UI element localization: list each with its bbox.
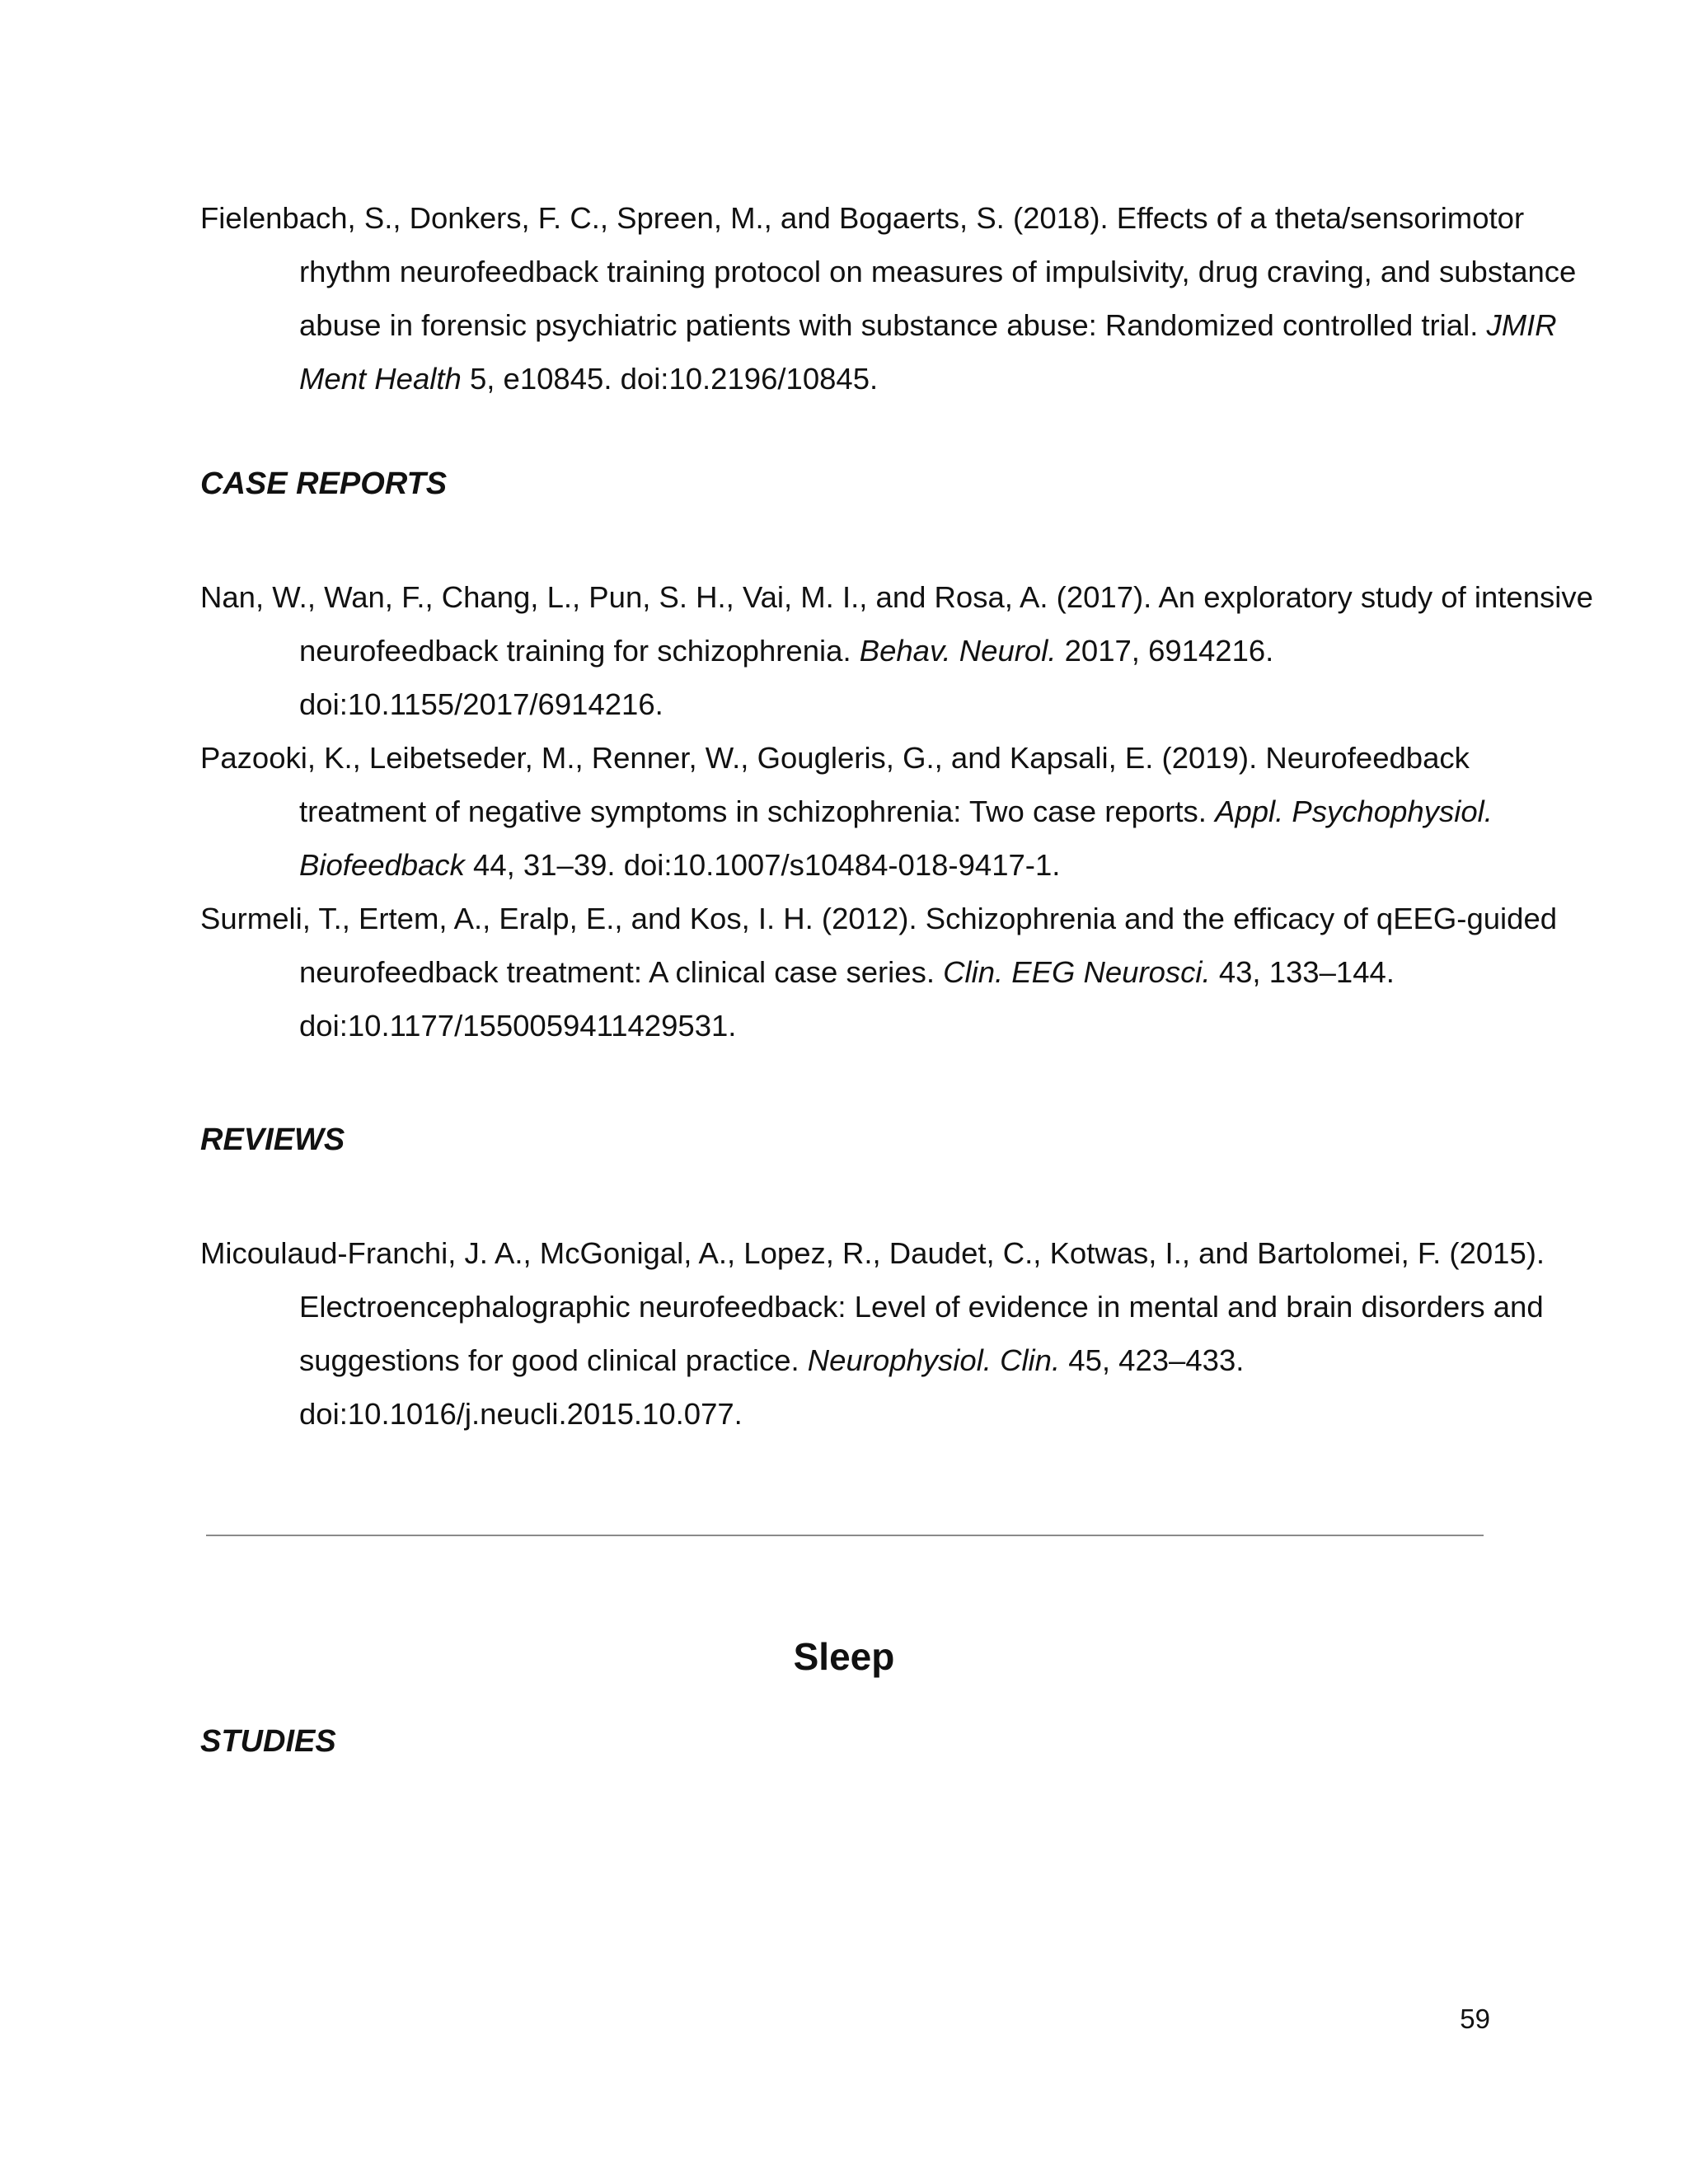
reference-text: Surmeli, T., Ertem, A., Eralp, E., and Kos, I. H. (2012). Schizophrenia and the efficacy of qEEG-guided neurofeedback treatment: A clinical case series. [200, 902, 1558, 989]
reference-details: 45, 423–433. doi:10.1016/j.neucli.2015.10.077. [299, 1343, 1245, 1431]
reference-surmeli [200, 892, 1601, 1052]
section-heading-studies: STUDIES [200, 1724, 336, 1759]
reference-journal: Appl. Psychophysiol. Biofeedback [299, 794, 1493, 882]
reference-micoulaud-franchi [200, 1226, 1601, 1441]
reference-nan [200, 570, 1601, 731]
reference-journal: JMIR Ment Health [299, 308, 1557, 396]
reference-pazooki [200, 731, 1601, 892]
reference-details: 43, 133–144. doi:10.1177/1550059411429531. [299, 955, 1395, 1043]
section-heading-case-reports: CASE REPORTS [200, 466, 448, 501]
reference-journal: Neurophysiol. Clin. [807, 1343, 1061, 1377]
section-divider [206, 1535, 1484, 1536]
reference-journal: Clin. EEG Neurosci. [943, 955, 1211, 989]
reference-details: 5, e10845. doi:10.2196/10845. [461, 362, 879, 396]
section-heading-reviews: REVIEWS [200, 1122, 345, 1157]
reference-journal: Behav. Neurol. [859, 634, 1057, 668]
reference-details: 2017, 6914216. doi:10.1155/2017/6914216. [299, 634, 1274, 721]
chapter-title-sleep: Sleep [793, 1635, 895, 1678]
reference-details: 44, 31–39. doi:10.1007/s10484-018-9417-1. [464, 848, 1061, 882]
reference-text: Micoulaud-Franchi, J. A., McGonigal, A., Lopez, R., Daudet, C., Kotwas, I., and Bartolomei, F. (2015). Electroencephalographic neurofeedback: Level of evidence in mental and brain disorders and suggestions for good clinical practice. [200, 1236, 1545, 1377]
reference-text: Fielenbach, S., Donkers, F. C., Spreen, M., and Bogaerts, S. (2018). Effects of a theta/sensorimotor rhythm neurofeedback training protocol on measures of impulsivity, drug craving, and substance abuse in forensic psychiatric patients with substance abuse: Randomized controlled trial. [200, 201, 1577, 342]
page-number: 59 [1460, 2004, 1490, 2034]
reference-text: Nan, W., Wan, F., Chang, L., Pun, S. H., Vai, M. I., and Rosa, A. (2017). An exploratory study of intensive neurofeedback training for schizophrenia. [200, 580, 1593, 668]
reference-text: Pazooki, K., Leibetseder, M., Renner, W., Gougleris, G., and Kapsali, E. (2019). Neurofeedback treatment of negative symptoms in schizophrenia: Two case reports. [200, 741, 1470, 828]
reference-fielenbach [200, 191, 1601, 405]
